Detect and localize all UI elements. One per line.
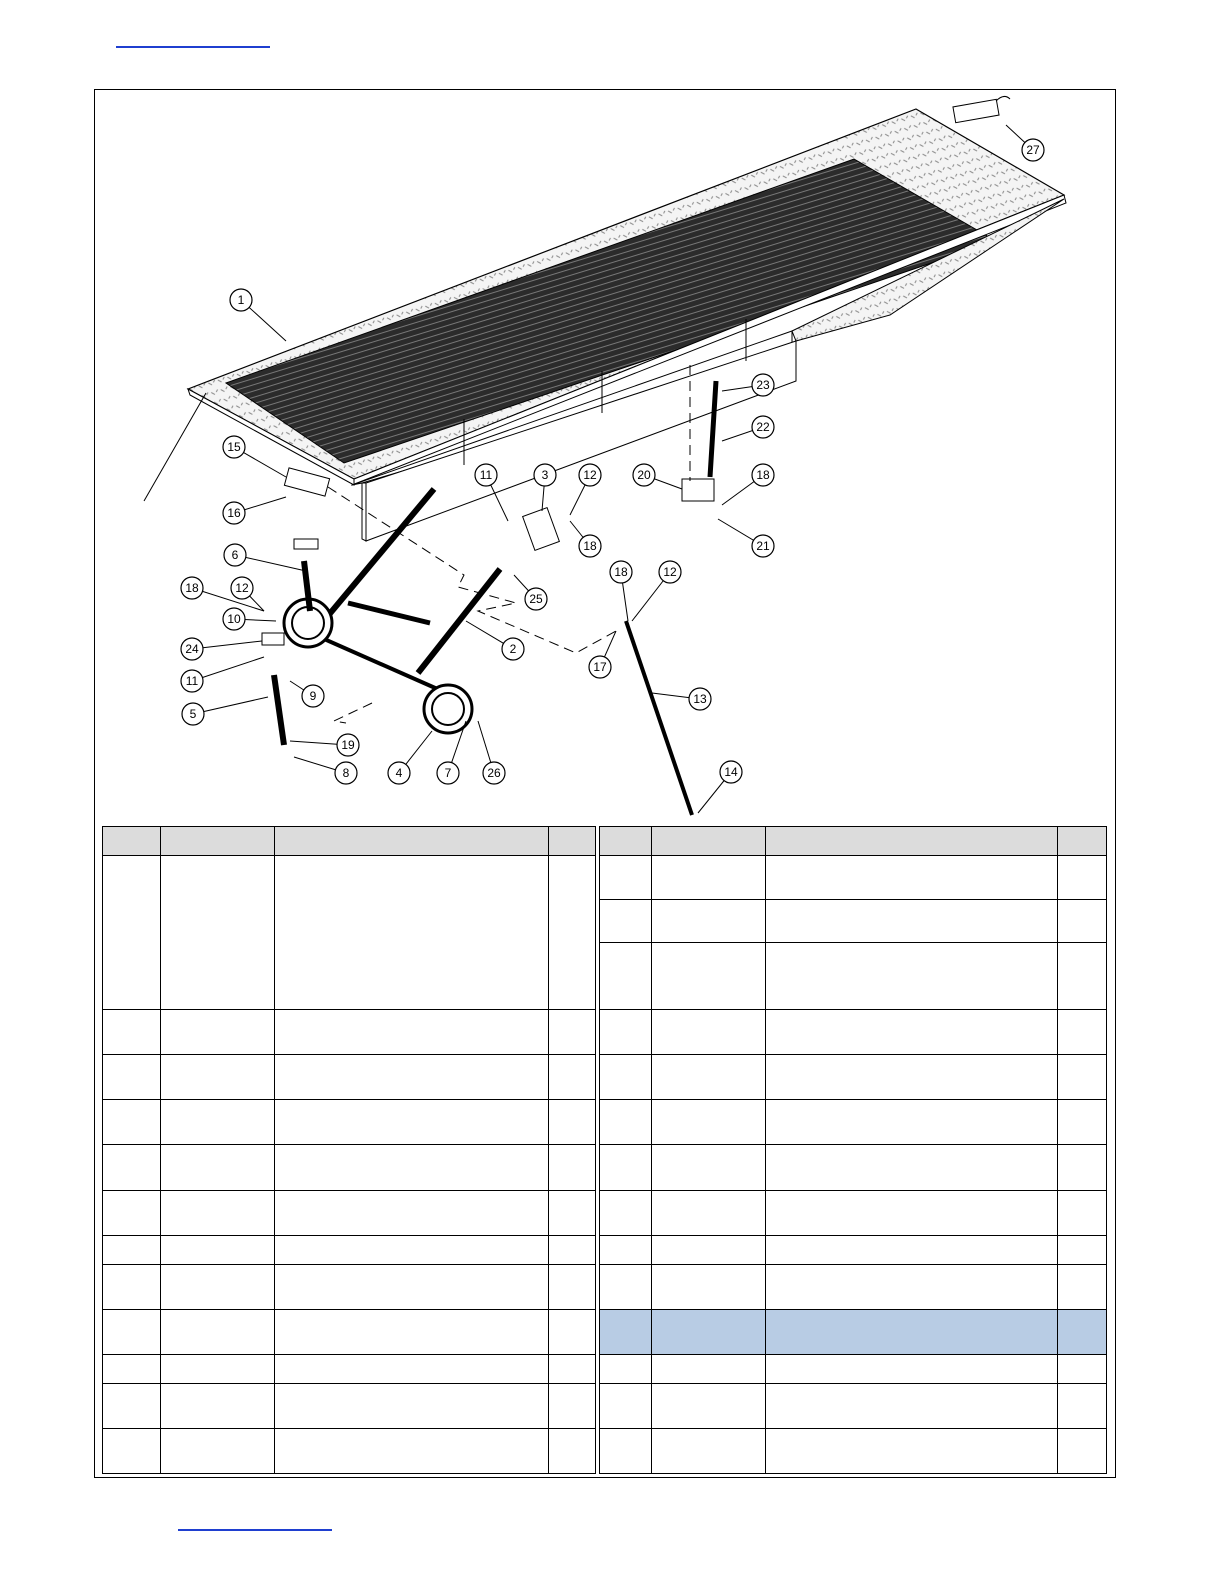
table-cell [1058, 1309, 1107, 1354]
table-cell [652, 1383, 766, 1428]
table-cell [275, 1383, 549, 1428]
table-cell [600, 943, 652, 1010]
table-cell [652, 1055, 766, 1100]
parts-table-left [102, 826, 596, 1474]
table-cell [600, 1190, 652, 1235]
callout-number-21: 21 [756, 539, 770, 553]
exploded-parts-diagram [96, 91, 1114, 824]
table-cell [1058, 1264, 1107, 1309]
table-cell [652, 1235, 766, 1264]
table-cell [103, 1309, 161, 1354]
table-cell [1058, 856, 1107, 900]
table-cell [766, 1354, 1058, 1383]
table-cell [275, 1309, 549, 1354]
table-cell [1058, 1235, 1107, 1264]
table-cell [600, 1264, 652, 1309]
table-row [103, 1055, 596, 1100]
table-cell [103, 1010, 161, 1055]
callout-number-9: 9 [309, 689, 317, 703]
table-cell [161, 1145, 275, 1190]
support-leg-part-13 [626, 621, 692, 815]
parts-table-right [599, 826, 1107, 1474]
table-cell [1058, 900, 1107, 943]
callout-number-25: 25 [529, 592, 543, 606]
table-cell [1058, 943, 1107, 1010]
table-cell [1058, 1383, 1107, 1428]
table-cell [275, 1145, 549, 1190]
callout-number-15: 15 [227, 440, 241, 454]
callout-number-7: 7 [444, 766, 452, 780]
table-row [600, 1055, 1107, 1100]
table-cell [1058, 1354, 1107, 1383]
table-cell [652, 1145, 766, 1190]
table-header-cell [766, 827, 1058, 856]
table-cell [766, 900, 1058, 943]
table-cell [1058, 1010, 1107, 1055]
plate-part-15 [284, 468, 329, 496]
table-cell [1058, 1055, 1107, 1100]
table-cell [161, 1010, 275, 1055]
ramp-deck [144, 109, 1066, 541]
table-cell [275, 1100, 549, 1145]
table-cell [766, 1235, 1058, 1264]
table-cell [766, 1145, 1058, 1190]
table-row [103, 1190, 596, 1235]
callout-number-11: 11 [479, 468, 493, 482]
table-cell [103, 1428, 161, 1473]
callout-number-12: 12 [663, 565, 677, 579]
table-cell [600, 1055, 652, 1100]
table-cell [600, 1309, 652, 1354]
callout-number-22: 22 [756, 420, 770, 434]
table-row [600, 1190, 1107, 1235]
table-cell [600, 1100, 652, 1145]
table-cell [600, 1235, 652, 1264]
table-cell [549, 1428, 596, 1473]
callout-number-2: 2 [509, 642, 517, 656]
table-cell [652, 1309, 766, 1354]
table-cell [766, 1309, 1058, 1354]
table-cell [766, 1383, 1058, 1428]
table-row [103, 1309, 596, 1354]
callout-number-14: 14 [724, 765, 738, 779]
table-cell [766, 1428, 1058, 1473]
table-cell [766, 1264, 1058, 1309]
table-cell [549, 1100, 596, 1145]
table-cell [549, 1010, 596, 1055]
table-row [103, 1354, 596, 1383]
callout-number-23: 23 [756, 378, 770, 392]
table-cell [652, 1264, 766, 1309]
callout-number-10: 10 [227, 612, 241, 626]
table-row [600, 1235, 1107, 1264]
table-cell [275, 1428, 549, 1473]
table-cell [275, 856, 549, 1010]
table-cell [549, 1264, 596, 1309]
table-cell [1058, 1428, 1107, 1473]
table-cell [600, 1010, 652, 1055]
callout-number-6: 6 [231, 548, 239, 562]
callout-number-19: 19 [341, 738, 355, 752]
callout-number-18: 18 [614, 565, 628, 579]
table-row [600, 1383, 1107, 1428]
table-cell [103, 1354, 161, 1383]
callout-number-12: 12 [235, 581, 249, 595]
table-cell [652, 900, 766, 943]
table-header-cell [652, 827, 766, 856]
callout-number-8: 8 [342, 766, 350, 780]
table-cell [766, 1010, 1058, 1055]
table-cell [103, 1145, 161, 1190]
table-cell [600, 856, 652, 900]
table-cell [275, 1354, 549, 1383]
table-cell [600, 900, 652, 943]
table-header-row [103, 827, 596, 856]
table-cell [1058, 1190, 1107, 1235]
table-cell [652, 1010, 766, 1055]
bottom-hyperlink-underline[interactable] [178, 1529, 332, 1531]
table-cell [549, 1309, 596, 1354]
table-cell [161, 1235, 275, 1264]
table-row [600, 1428, 1107, 1473]
table-row [103, 1100, 596, 1145]
table-row [600, 1010, 1107, 1055]
callout-number-18: 18 [583, 539, 597, 553]
table-header-cell [161, 827, 275, 856]
table-row [103, 1145, 596, 1190]
table-row [103, 1010, 596, 1055]
table-cell [161, 1383, 275, 1428]
table-cell [1058, 1100, 1107, 1145]
pull-chain-part-27 [953, 96, 1010, 122]
table-cell [103, 1383, 161, 1428]
table-row [103, 1264, 596, 1309]
callout-number-13: 13 [693, 692, 707, 706]
table-cell [161, 856, 275, 1010]
callout-number-3: 3 [541, 468, 549, 482]
callout-number-20: 20 [637, 468, 651, 482]
table-header-cell [275, 827, 549, 856]
callout-number-11: 11 [185, 674, 199, 688]
table-cell [103, 1100, 161, 1145]
table-cell [161, 1264, 275, 1309]
table-row [600, 1100, 1107, 1145]
callout-number-17: 17 [593, 660, 607, 674]
table-cell [766, 1190, 1058, 1235]
table-row [600, 856, 1107, 900]
table-cell [600, 1428, 652, 1473]
callout-number-1: 1 [237, 293, 245, 307]
table-header-row [600, 827, 1107, 856]
table-cell [275, 1010, 549, 1055]
table-cell [103, 1235, 161, 1264]
callout-number-18: 18 [185, 581, 199, 595]
table-cell [161, 1354, 275, 1383]
table-cell [652, 1100, 766, 1145]
table-row [600, 1309, 1107, 1354]
table-cell [600, 1354, 652, 1383]
table-row [600, 943, 1107, 1010]
table-cell [766, 856, 1058, 900]
table-row [103, 1383, 596, 1428]
table-cell [766, 1055, 1058, 1100]
callout-number-12: 12 [583, 468, 597, 482]
callout-number-26: 26 [487, 766, 501, 780]
table-cell [103, 1055, 161, 1100]
callout-number-16: 16 [227, 506, 241, 520]
table-cell [600, 1145, 652, 1190]
top-hyperlink-underline[interactable] [116, 46, 270, 48]
table-cell [161, 1190, 275, 1235]
table-cell [549, 1190, 596, 1235]
table-cell [549, 1145, 596, 1190]
table-cell [275, 1264, 549, 1309]
bracket-part-3 [523, 508, 560, 551]
table-row [600, 900, 1107, 943]
callout-number-4: 4 [395, 766, 403, 780]
table-cell [549, 1235, 596, 1264]
table-cell [652, 1190, 766, 1235]
table-header-cell [549, 827, 596, 856]
table-cell [103, 1264, 161, 1309]
table-cell [161, 1100, 275, 1145]
table-header-cell [103, 827, 161, 856]
table-cell [600, 1383, 652, 1428]
table-cell [275, 1190, 549, 1235]
table-row [600, 1354, 1107, 1383]
table-cell [549, 1055, 596, 1100]
table-cell [1058, 1145, 1107, 1190]
table-cell [652, 1354, 766, 1383]
table-row [103, 1428, 596, 1473]
table-cell [275, 1055, 549, 1100]
table-row [103, 856, 596, 1010]
table-cell [103, 856, 161, 1010]
table-cell [652, 856, 766, 900]
callout-number-5: 5 [189, 707, 197, 721]
table-header-cell [1058, 827, 1107, 856]
table-cell [652, 943, 766, 1010]
table-cell [766, 943, 1058, 1010]
table-row [600, 1145, 1107, 1190]
callout-number-24: 24 [185, 642, 199, 656]
callout-number-18: 18 [756, 468, 770, 482]
callout-number-27: 27 [1026, 143, 1040, 157]
table-cell [275, 1235, 549, 1264]
table-row [103, 1235, 596, 1264]
table-cell [766, 1100, 1058, 1145]
table-cell [161, 1055, 275, 1100]
table-cell [549, 856, 596, 1010]
table-header-cell [600, 827, 652, 856]
table-cell [549, 1354, 596, 1383]
table-cell [652, 1428, 766, 1473]
table-cell [103, 1190, 161, 1235]
table-row [600, 1264, 1107, 1309]
table-cell [549, 1383, 596, 1428]
table-cell [161, 1309, 275, 1354]
table-cell [161, 1428, 275, 1473]
